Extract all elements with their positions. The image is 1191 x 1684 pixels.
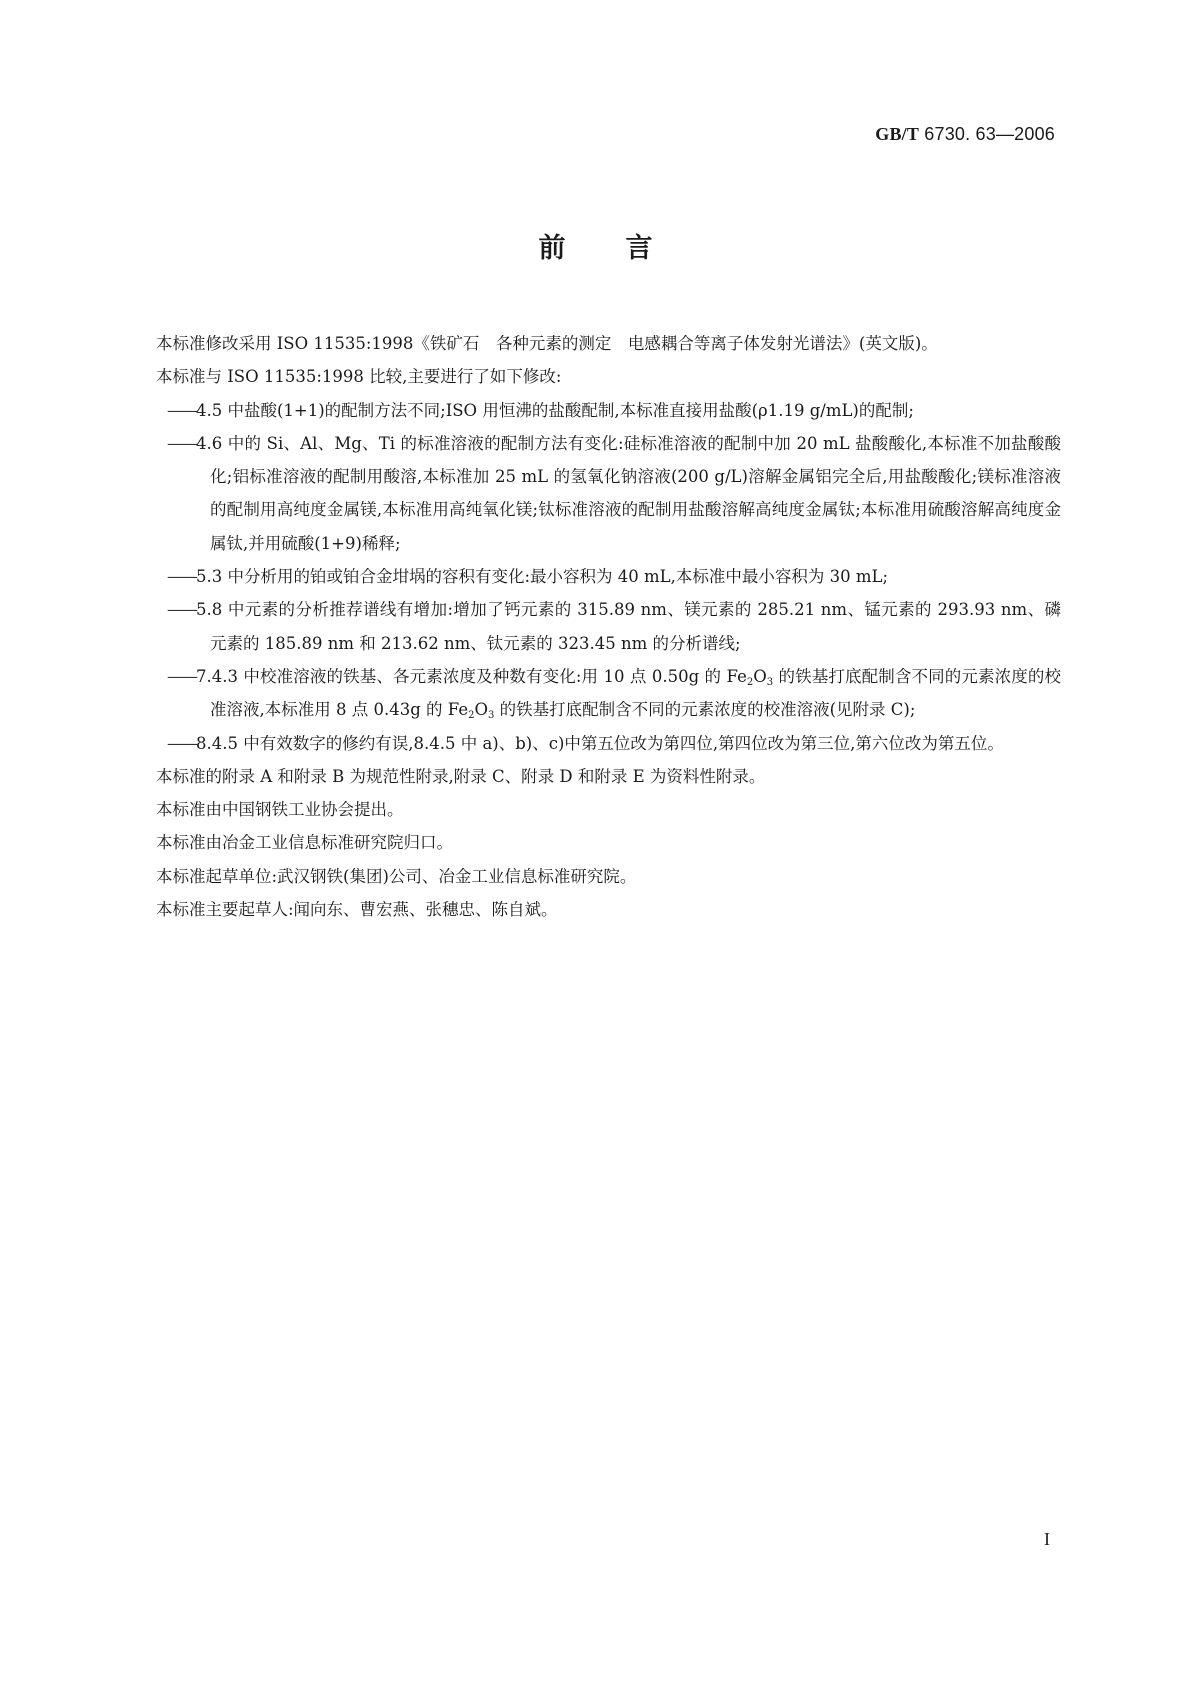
change-text: 5.8 中元素的分析推荐谱线有增加:增加了钙元素的 315.89 nm、镁元素的 285.21 nm、锰元素的 293.93 nm、磷元素的 185.89 nm 和 213.62 nm、钛元素的 323.45 nm 的分析谱线;: [196, 600, 1061, 653]
change-item: [123, 593, 1061, 660]
change-text: O: [753, 666, 767, 686]
dash-bullet: ——: [167, 433, 196, 453]
foreword-body: [123, 327, 1061, 926]
change-text: O: [474, 700, 488, 720]
change-text: 5.3 中分析用的铂或铂合金坩埚的容积有变化:最小容积为 40 mL,本标准中最小容积为 30 mL;: [196, 567, 889, 587]
dash-bullet: ——: [167, 567, 196, 587]
subscript: 3: [488, 710, 495, 722]
change-text: 的铁基打底配制含不同的元素浓度的校准溶液,本标准用 8 点 0.43g 的 Fe: [210, 666, 1061, 720]
dash-bullet: ——: [167, 666, 196, 686]
change-text: 8.4.5 中有效数字的修约有误,8.4.5 中 a)、b)、c)中第五位改为第四位,第四位改为第三位,第六位改为第五位。: [196, 733, 1004, 753]
page-title: 前言: [538, 233, 713, 264]
change-text: 的铁基打底配制含不同的元素浓度的校准溶液(见附录 C);: [494, 700, 916, 720]
change-text: 7.4.3 中校准溶液的铁基、各元素浓度及种数有变化:用 10 点 0.50g 的 Fe: [196, 666, 747, 686]
change-text: 4.5 中盐酸(1+1)的配制方法不同;ISO 用恒沸的盐酸配制,本标准直接用盐酸(ρ1.19 g/mL)的配制;: [196, 400, 914, 420]
standard-prefix: GB/T: [875, 124, 920, 144]
subscript: 2: [746, 676, 754, 688]
change-item: [123, 727, 1061, 760]
standard-code: 6730. 63—2006: [924, 124, 1055, 144]
dash-bullet: ——: [167, 400, 196, 420]
dash-bullet: ——: [167, 733, 196, 753]
change-item: [123, 560, 1061, 593]
paragraph-drafters: 本标准主要起草人:闻向东、曹宏燕、张穗忠、陈自斌。: [156, 900, 558, 920]
subscript: 3: [766, 676, 774, 688]
paragraph-proposer: 本标准由中国钢铁工业协会提出。: [156, 800, 404, 820]
paragraph-comparison: 本标准与 ISO 11535:1998 比较,主要进行了如下修改:: [156, 367, 562, 387]
paragraph-drafting-units: 本标准起草单位:武汉钢铁(集团)公司、冶金工业信息标准研究院。: [156, 866, 637, 886]
paragraph-centralized: 本标准由冶金工业信息标准研究院归口。: [156, 833, 453, 853]
subscript: 2: [468, 710, 475, 722]
paragraph-adoption: 本标准修改采用 ISO 11535:1998《铁矿石 各种元素的测定 电感耦合等离子体发射光谱法》(英文版)。: [156, 334, 938, 353]
change-text: 4.6 中的 Si、Al、Mg、Ti 的标准溶液的配制方法有变化:硅标准溶液的配制中加 20 mL 盐酸酸化,本标准不加盐酸酸化;铝标准溶液的配制用酸溶,本标准加 25 mL 的氢氧化钠溶液(200 g/L)溶解金属铝完全后,用盐酸酸化;镁标准溶液的配制用高纯度金属镁,本标准用高纯氧化镁;钛标准溶液的配制用盐酸溶解高纯度金属钛;本标准用硫酸溶解高纯度金属钛,并用硫酸(1+9)稀释;: [196, 433, 1061, 553]
change-item: [123, 394, 1061, 427]
page-number: I: [1044, 1529, 1050, 1549]
change-item: [123, 427, 1061, 560]
change-item: [123, 660, 1061, 727]
dash-bullet: ——: [167, 600, 196, 620]
paragraph-annexes: 本标准的附录 A 和附录 B 为规范性附录,附录 C、附录 D 和附录 E 为资料性附录。: [156, 766, 766, 786]
standard-number: [875, 124, 1055, 145]
